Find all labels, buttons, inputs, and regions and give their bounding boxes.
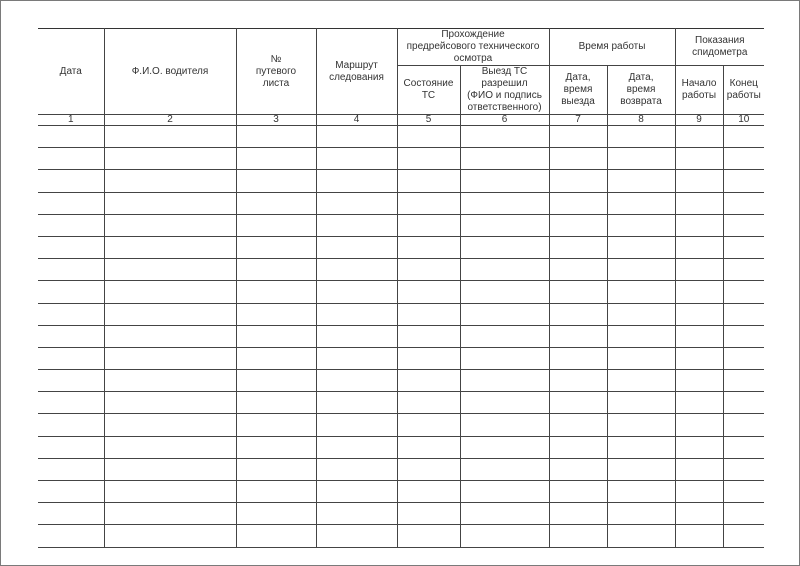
- table-cell[interactable]: [104, 414, 236, 436]
- table-cell[interactable]: [104, 436, 236, 458]
- table-cell[interactable]: [549, 458, 607, 480]
- table-cell[interactable]: [607, 370, 675, 392]
- table-row: [38, 414, 764, 436]
- table-cell[interactable]: [236, 392, 316, 414]
- table-cell[interactable]: [236, 236, 316, 258]
- table-cell[interactable]: [236, 126, 316, 148]
- table-cell[interactable]: [607, 525, 675, 547]
- table-cell[interactable]: [38, 325, 104, 347]
- table-cell[interactable]: [723, 370, 764, 392]
- table-cell[interactable]: [316, 392, 397, 414]
- table-cell[interactable]: [723, 414, 764, 436]
- table-cell[interactable]: [607, 236, 675, 258]
- table-cell[interactable]: [38, 259, 104, 281]
- table-cell[interactable]: [38, 503, 104, 525]
- table-cell[interactable]: [723, 525, 764, 547]
- column-number: 9: [675, 115, 723, 126]
- table-cell[interactable]: [723, 303, 764, 325]
- table-cell[interactable]: [675, 192, 723, 214]
- table-cell[interactable]: [549, 392, 607, 414]
- table-cell[interactable]: [460, 259, 549, 281]
- table-cell[interactable]: [675, 236, 723, 258]
- table-cell[interactable]: [236, 347, 316, 369]
- table-cell[interactable]: [607, 126, 675, 148]
- table-cell[interactable]: [607, 192, 675, 214]
- table-cell[interactable]: [316, 126, 397, 148]
- table-cell[interactable]: [607, 436, 675, 458]
- table-cell[interactable]: [460, 392, 549, 414]
- table-cell[interactable]: [316, 525, 397, 547]
- table-cell[interactable]: [236, 259, 316, 281]
- table-cell[interactable]: [549, 259, 607, 281]
- table-row: [38, 259, 764, 281]
- table-cell[interactable]: [675, 525, 723, 547]
- table-cell[interactable]: [104, 303, 236, 325]
- table-cell[interactable]: [397, 126, 460, 148]
- header-departure-allowed: Выезд ТС разрешил (ФИО и подпись ответственного): [460, 66, 549, 115]
- table-cell[interactable]: [549, 148, 607, 170]
- table-cell[interactable]: [104, 148, 236, 170]
- table-cell[interactable]: [38, 525, 104, 547]
- table-cell[interactable]: [460, 347, 549, 369]
- table-cell[interactable]: [549, 370, 607, 392]
- table-cell[interactable]: [38, 148, 104, 170]
- table-cell[interactable]: [549, 192, 607, 214]
- header-route: Маршрут следования: [316, 29, 397, 115]
- table-cell[interactable]: [607, 503, 675, 525]
- vehicle-log-table: [38, 28, 764, 548]
- table-row: [38, 436, 764, 458]
- table-cell[interactable]: [675, 458, 723, 480]
- table-cell[interactable]: [236, 436, 316, 458]
- table-cell[interactable]: [104, 192, 236, 214]
- table-cell[interactable]: [549, 347, 607, 369]
- table-cell[interactable]: [675, 414, 723, 436]
- table-cell[interactable]: [38, 303, 104, 325]
- table-cell[interactable]: [397, 259, 460, 281]
- header-odometer-start: Начало работы: [675, 66, 723, 115]
- table-cell[interactable]: [236, 503, 316, 525]
- table-cell[interactable]: [236, 458, 316, 480]
- table-cell[interactable]: [104, 481, 236, 503]
- table-cell[interactable]: [397, 347, 460, 369]
- table-cell[interactable]: [316, 347, 397, 369]
- header-odometer: Показания спидометра: [675, 29, 764, 66]
- table-cell[interactable]: [316, 259, 397, 281]
- table-cell[interactable]: [460, 192, 549, 214]
- table-cell[interactable]: [397, 170, 460, 192]
- table-cell[interactable]: [607, 170, 675, 192]
- table-row: [38, 525, 764, 547]
- table-cell[interactable]: [549, 436, 607, 458]
- table-cell[interactable]: [675, 347, 723, 369]
- column-number: 7: [549, 115, 607, 126]
- table-cell[interactable]: [316, 192, 397, 214]
- table-cell[interactable]: [397, 458, 460, 480]
- table-cell[interactable]: [460, 370, 549, 392]
- table-cell[interactable]: [607, 392, 675, 414]
- table-cell[interactable]: [104, 214, 236, 236]
- table-cell[interactable]: [723, 126, 764, 148]
- table-cell[interactable]: [460, 236, 549, 258]
- table-cell[interactable]: [316, 370, 397, 392]
- table-cell[interactable]: [460, 436, 549, 458]
- table-cell[interactable]: [549, 236, 607, 258]
- table-cell[interactable]: [607, 347, 675, 369]
- table-cell[interactable]: [316, 214, 397, 236]
- table-cell[interactable]: [675, 281, 723, 303]
- table-cell[interactable]: [607, 481, 675, 503]
- table-cell[interactable]: [397, 481, 460, 503]
- table-cell[interactable]: [549, 525, 607, 547]
- column-number: 1: [38, 115, 104, 126]
- table-cell[interactable]: [38, 436, 104, 458]
- table-cell[interactable]: [397, 303, 460, 325]
- header-departure-time: Дата, время выезда: [549, 66, 607, 115]
- header-vehicle-state: Состояние ТС: [397, 66, 460, 115]
- table-cell[interactable]: [675, 392, 723, 414]
- table-cell[interactable]: [549, 503, 607, 525]
- table-cell[interactable]: [104, 259, 236, 281]
- table-cell[interactable]: [104, 347, 236, 369]
- table-row: [38, 192, 764, 214]
- table-cell[interactable]: [607, 148, 675, 170]
- table-cell[interactable]: [723, 281, 764, 303]
- table-cell[interactable]: [236, 214, 316, 236]
- table-cell[interactable]: [723, 436, 764, 458]
- table-cell[interactable]: [316, 325, 397, 347]
- table-cell[interactable]: [316, 236, 397, 258]
- table-cell[interactable]: [607, 325, 675, 347]
- header-driver: Ф.И.О. водителя: [104, 29, 236, 115]
- table-row: [38, 170, 764, 192]
- table-cell[interactable]: [397, 281, 460, 303]
- column-number: 2: [104, 115, 236, 126]
- table-cell[interactable]: [723, 192, 764, 214]
- table-cell[interactable]: [460, 281, 549, 303]
- table-cell[interactable]: [397, 414, 460, 436]
- table-cell[interactable]: [607, 259, 675, 281]
- table-cell[interactable]: [549, 325, 607, 347]
- table-cell[interactable]: [460, 481, 549, 503]
- table-cell[interactable]: [460, 214, 549, 236]
- column-number: 4: [316, 115, 397, 126]
- table-cell[interactable]: [607, 214, 675, 236]
- table-cell[interactable]: [397, 325, 460, 347]
- table-cell[interactable]: [675, 481, 723, 503]
- table-cell[interactable]: [38, 126, 104, 148]
- table-cell[interactable]: [236, 170, 316, 192]
- table-row: [38, 481, 764, 503]
- table-cell[interactable]: [723, 214, 764, 236]
- table-cell[interactable]: [316, 303, 397, 325]
- table-cell[interactable]: [460, 126, 549, 148]
- table-cell[interactable]: [549, 281, 607, 303]
- table-cell[interactable]: [675, 303, 723, 325]
- table-cell[interactable]: [236, 192, 316, 214]
- column-number: 3: [236, 115, 316, 126]
- table-cell[interactable]: [38, 192, 104, 214]
- table-cell[interactable]: [38, 347, 104, 369]
- table-cell[interactable]: [460, 414, 549, 436]
- header-work-time: Время работы: [549, 29, 675, 66]
- table-cell[interactable]: [38, 170, 104, 192]
- column-number-row: [38, 115, 764, 126]
- table-cell[interactable]: [397, 503, 460, 525]
- table-cell[interactable]: [549, 126, 607, 148]
- table-row: [38, 236, 764, 258]
- table-cell[interactable]: [236, 481, 316, 503]
- table-cell[interactable]: [38, 236, 104, 258]
- table-cell[interactable]: [675, 436, 723, 458]
- table-cell[interactable]: [675, 259, 723, 281]
- table-row: [38, 458, 764, 480]
- table-row: [38, 392, 764, 414]
- table-cell[interactable]: [607, 303, 675, 325]
- table-cell[interactable]: [460, 170, 549, 192]
- table-cell[interactable]: [104, 370, 236, 392]
- table-cell[interactable]: [38, 481, 104, 503]
- table-cell[interactable]: [675, 170, 723, 192]
- header-odometer-end: Конец работы: [723, 66, 764, 115]
- column-number: 10: [723, 115, 764, 126]
- table-cell[interactable]: [397, 148, 460, 170]
- table-cell[interactable]: [607, 458, 675, 480]
- table-cell[interactable]: [723, 481, 764, 503]
- table-row: [38, 214, 764, 236]
- table-cell[interactable]: [723, 259, 764, 281]
- table-cell[interactable]: [316, 414, 397, 436]
- table-cell[interactable]: [460, 503, 549, 525]
- table-cell[interactable]: [236, 370, 316, 392]
- column-number: 8: [607, 115, 675, 126]
- table-row: [38, 347, 764, 369]
- column-number: 5: [397, 115, 460, 126]
- table-cell[interactable]: [397, 436, 460, 458]
- table-row: [38, 503, 764, 525]
- table-row: [38, 303, 764, 325]
- table-cell[interactable]: [316, 458, 397, 480]
- table-cell[interactable]: [397, 236, 460, 258]
- table-cell[interactable]: [104, 458, 236, 480]
- table-row: [38, 126, 764, 148]
- table-cell[interactable]: [104, 126, 236, 148]
- table-cell[interactable]: [549, 170, 607, 192]
- table-cell[interactable]: [460, 525, 549, 547]
- table-cell[interactable]: [723, 347, 764, 369]
- table-cell[interactable]: [236, 148, 316, 170]
- table-cell[interactable]: [460, 303, 549, 325]
- table-cell[interactable]: [316, 148, 397, 170]
- table-cell[interactable]: [549, 303, 607, 325]
- table-row: [38, 370, 764, 392]
- table-cell[interactable]: [104, 170, 236, 192]
- table-cell[interactable]: [104, 325, 236, 347]
- table-cell[interactable]: [104, 281, 236, 303]
- table-cell[interactable]: [549, 414, 607, 436]
- header-date: Дата: [38, 29, 104, 115]
- table-cell[interactable]: [607, 414, 675, 436]
- table-cell[interactable]: [460, 458, 549, 480]
- table-cell[interactable]: [236, 414, 316, 436]
- table-row: [38, 325, 764, 347]
- header-row-1: [38, 29, 764, 66]
- table-cell[interactable]: [607, 281, 675, 303]
- table-cell[interactable]: [104, 392, 236, 414]
- table-cell[interactable]: [316, 481, 397, 503]
- table-cell[interactable]: [38, 370, 104, 392]
- table-cell[interactable]: [723, 236, 764, 258]
- table-cell[interactable]: [723, 392, 764, 414]
- table-cell[interactable]: [104, 503, 236, 525]
- table-cell[interactable]: [38, 281, 104, 303]
- table-cell[interactable]: [316, 281, 397, 303]
- table-cell[interactable]: [723, 148, 764, 170]
- table-cell[interactable]: [397, 214, 460, 236]
- table-cell[interactable]: [104, 236, 236, 258]
- table-cell[interactable]: [397, 525, 460, 547]
- header-inspection: Прохождение предрейсового технического осмотра: [397, 29, 549, 66]
- table-cell[interactable]: [38, 392, 104, 414]
- table-cell[interactable]: [723, 325, 764, 347]
- header-waybill-number: № путевого листа: [236, 29, 316, 115]
- table-cell[interactable]: [316, 436, 397, 458]
- header-return-time: Дата, время возврата: [607, 66, 675, 115]
- column-number: 6: [460, 115, 549, 126]
- table-cell[interactable]: [316, 170, 397, 192]
- table-cell[interactable]: [460, 325, 549, 347]
- table-cell[interactable]: [104, 525, 236, 547]
- blank-rows: [38, 126, 764, 548]
- table-cell[interactable]: [675, 325, 723, 347]
- table-cell[interactable]: [38, 458, 104, 480]
- table-cell[interactable]: [675, 214, 723, 236]
- table-cell[interactable]: [675, 126, 723, 148]
- table-cell[interactable]: [236, 325, 316, 347]
- table-cell[interactable]: [675, 503, 723, 525]
- table-cell[interactable]: [460, 148, 549, 170]
- table-cell[interactable]: [723, 503, 764, 525]
- table-cell[interactable]: [236, 281, 316, 303]
- table-cell[interactable]: [397, 392, 460, 414]
- table-cell[interactable]: [38, 214, 104, 236]
- table-cell[interactable]: [549, 214, 607, 236]
- table-cell[interactable]: [723, 458, 764, 480]
- table-cell[interactable]: [316, 503, 397, 525]
- table-cell[interactable]: [675, 148, 723, 170]
- table-cell[interactable]: [397, 192, 460, 214]
- table-cell[interactable]: [397, 370, 460, 392]
- table-row: [38, 148, 764, 170]
- table-cell[interactable]: [549, 481, 607, 503]
- table-cell[interactable]: [236, 303, 316, 325]
- table-cell[interactable]: [38, 414, 104, 436]
- table-cell[interactable]: [675, 370, 723, 392]
- table-cell[interactable]: [236, 525, 316, 547]
- table-row: [38, 281, 764, 303]
- table-cell[interactable]: [723, 170, 764, 192]
